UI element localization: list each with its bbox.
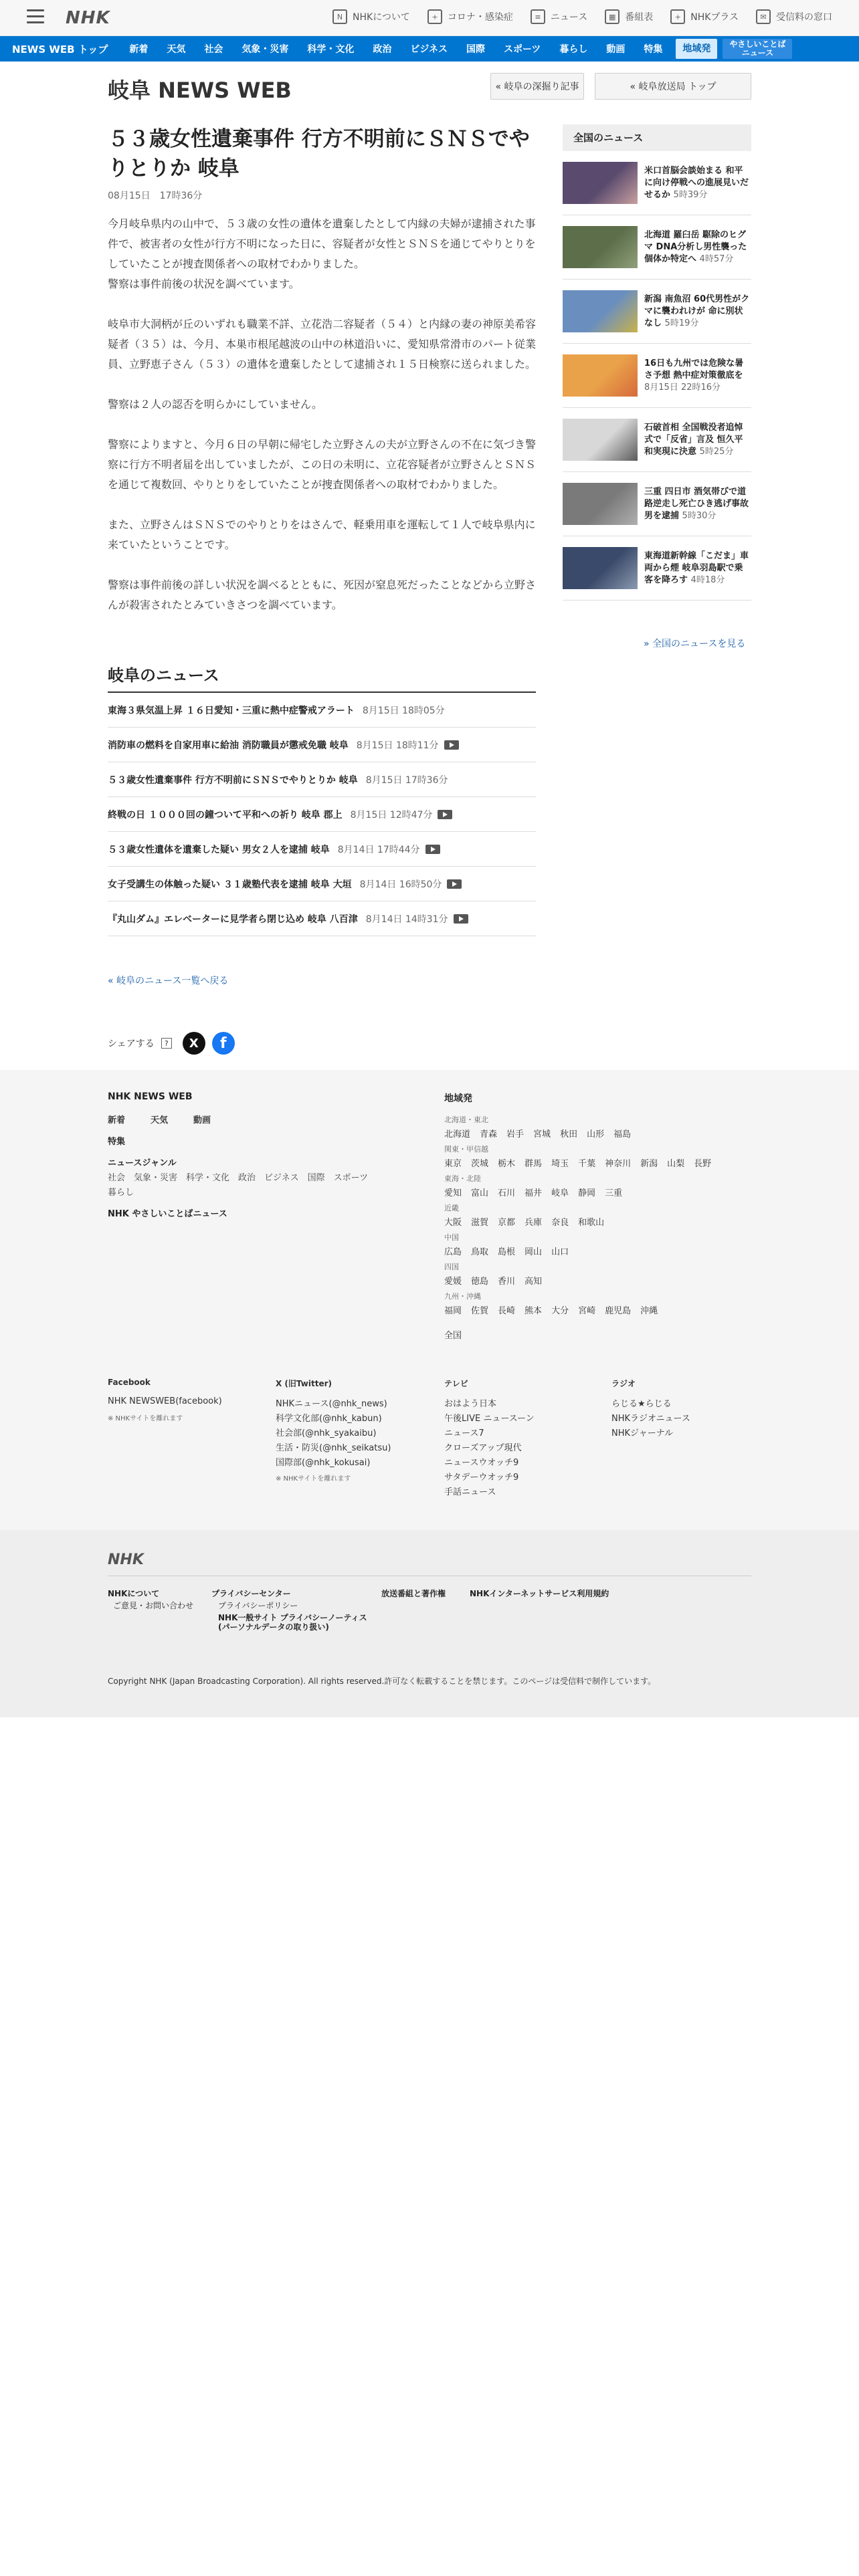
footer-x-link[interactable]: NHKニュース(@nhk_news) — [276, 1399, 387, 1409]
footer-link-new[interactable]: 新着 — [108, 1115, 126, 1125]
article-date: 08月15日 17時36分 — [108, 191, 203, 201]
region-link[interactable]: 島根 — [498, 1247, 516, 1257]
menu-icon[interactable] — [27, 9, 44, 24]
video-icon — [425, 845, 440, 854]
footer-privacy-policy-link[interactable]: プライバシーポリシー — [218, 1601, 298, 1610]
region-link[interactable]: 茨城 — [471, 1159, 489, 1169]
region-group-label: 四国 — [444, 1263, 459, 1271]
region-link[interactable]: 広島 — [444, 1247, 462, 1257]
local-news-back-link[interactable]: « 岐阜のニュース一覧へ戻る — [108, 976, 229, 986]
region-link[interactable]: 秋田 — [560, 1130, 578, 1140]
footer-tv-link[interactable]: おはよう日本 — [444, 1399, 497, 1409]
nav-item-video[interactable]: 動画 — [606, 44, 626, 55]
mail-icon: ✉ — [756, 9, 771, 24]
region-link[interactable]: 愛知 — [444, 1188, 462, 1198]
region-group-label: 九州・沖縄 — [444, 1292, 481, 1301]
region-group-label: 近畿 — [444, 1204, 459, 1212]
footer-terms-link[interactable]: NHKインターネットサービス利用規約 — [470, 1589, 609, 1598]
region-group-label: 東海・北陸 — [444, 1174, 481, 1183]
copyright: Copyright NHK (Japan Broadcasting Corporation). All rights reserved.許可なく転載することを禁じます。このページは受信料で制作しています。 — [108, 1677, 656, 1686]
list-item[interactable]: 米口首脳会談始まる 和平に向け停戦への進展見いだせるか 5時39分 — [563, 151, 751, 215]
list-item[interactable]: 16日も九州では危険な暑さ予想 熱中症対策徹底を 8月15日 22時16分 — [563, 344, 751, 408]
article-paragraph: 岐阜市大洞柄が丘のいずれも職業不詳、立花浩二容疑者（５４）と内縁の妻の神原美希容疑者（３５）は、今月、本巣市根尾越波の山中の林道沿いに、愛知県常滑市のパート従業員、立野恵子さん（５３）の遺体を遺棄したとして逮捕され１５日検察に送られました。 — [108, 318, 537, 370]
list-item[interactable]: ５３歳女性遺体を遺棄した疑い 男女２人を逮捕 岐阜 8月14日 17時44分 — [108, 832, 536, 867]
region-link-national[interactable]: 全国 — [444, 1331, 462, 1341]
footer-about-link[interactable]: NHKについて — [108, 1589, 160, 1598]
top-link-fee[interactable]: ✉ 受信料の窓口 — [756, 9, 832, 24]
region-link[interactable]: 愛媛 — [444, 1277, 462, 1287]
region-link[interactable]: 東京 — [444, 1159, 462, 1169]
region-link[interactable]: 長崎 — [498, 1306, 516, 1316]
article-title: ５３歳女性遺棄事件 行方不明前にＳＮＳでやりとりか 岐阜 — [108, 127, 530, 181]
footer-tv-link[interactable]: 午後LIVE ニュースーン — [444, 1414, 535, 1424]
video-icon — [447, 879, 462, 889]
region-link[interactable]: 徳島 — [471, 1277, 489, 1287]
footer-radio-heading: ラジオ — [611, 1379, 636, 1388]
region-link[interactable]: 香川 — [498, 1277, 516, 1287]
top-link-nhkplus[interactable]: + NHKプラス — [670, 9, 739, 24]
footer-radio-link[interactable]: NHKラジオニュース — [611, 1414, 690, 1424]
region-link[interactable]: 沖縄 — [640, 1306, 658, 1316]
region-link[interactable]: 石川 — [498, 1188, 516, 1198]
footer-x-heading: X (旧Twitter) — [276, 1379, 332, 1388]
article-paragraph: また、立野さんはＳＮＳでのやりとりをはさんで、軽乗用車を運転して１人で岐阜県内に来ていたということです。 — [108, 518, 536, 551]
region-link[interactable]: 福島 — [613, 1130, 632, 1140]
region-link[interactable]: 福岡 — [444, 1306, 462, 1316]
footer-external-note: ※ NHKサイトを離れます — [276, 1475, 351, 1483]
region-group-label: 北海道・東北 — [444, 1115, 488, 1124]
nav-item-feature[interactable]: 特集 — [644, 44, 663, 55]
nav-item-politics[interactable]: 政治 — [373, 44, 392, 55]
nav-item-international[interactable]: 国際 — [466, 44, 485, 55]
news-thumbnail — [563, 290, 638, 332]
region-link[interactable]: 青森 — [480, 1130, 498, 1140]
footer — [0, 1070, 859, 1530]
nav-item-science[interactable]: 科学・文化 — [307, 44, 355, 55]
footer-easy-news[interactable]: NHK やさしいことばニュース — [108, 1209, 227, 1219]
footer-main-links — [108, 1113, 211, 1125]
station-top-button[interactable]: « 岐阜放送局 トップ — [595, 73, 751, 100]
footer-link-weather[interactable]: 天気 — [151, 1115, 169, 1125]
top-link-schedule[interactable]: ▦ 番組表 — [605, 9, 653, 24]
region-link[interactable]: 鹿児島 — [605, 1306, 632, 1316]
region-link[interactable]: 大阪 — [444, 1218, 462, 1228]
region-link[interactable]: 静岡 — [578, 1188, 596, 1198]
region-link[interactable]: 栃木 — [498, 1159, 516, 1169]
footer-genre-heading: ニュースジャンル — [108, 1158, 177, 1168]
nav-item-new[interactable]: 新着 — [129, 44, 149, 55]
footer-x-link[interactable]: 国際部(@nhk_kokusai) — [276, 1458, 371, 1468]
play-icon: + — [670, 9, 685, 24]
news-thumbnail — [563, 226, 638, 268]
nav-brand[interactable]: NEWS WEB トップ — [12, 43, 108, 56]
grid-icon: ▦ — [605, 9, 619, 24]
list-item[interactable]: 終戦の日 １０００回の鐘ついて平和への祈り 岐阜 郡上 8月15日 12時47分 — [108, 797, 536, 832]
national-news-list — [563, 151, 751, 601]
share-bar — [108, 1032, 235, 1055]
article-paragraph: 警察によりますと、今月６日の早朝に帰宅した立野さんの夫が立野さんの不在に気づき警察に行方不明者届を出していましたが、この日の未明に、立花容疑者が立野さんとＳＮＳを通じて複数回、やりとりをしていたことが捜査関係者への取材でわかりました。 — [108, 438, 537, 491]
footer-x-link[interactable]: 社会部(@nhk_syakaibu) — [276, 1428, 377, 1438]
region-group — [444, 1245, 752, 1257]
region-link[interactable]: 山形 — [587, 1130, 605, 1140]
footer-privacy-notice-sub[interactable]: (パーソナルデータの取り扱い) — [218, 1622, 329, 1632]
region-link[interactable]: 北海道 — [444, 1130, 471, 1140]
nav-item-business[interactable]: ビジネス — [410, 44, 448, 55]
footer-region-list — [444, 1114, 752, 1341]
footer-tv-link[interactable]: ニュース7 — [444, 1428, 484, 1438]
region-link[interactable]: 熊本 — [524, 1306, 543, 1316]
top-link-corona[interactable]: + コロナ・感染症 — [427, 9, 513, 24]
footer-x-link[interactable]: 生活・防災(@nhk_seikatsu) — [276, 1443, 391, 1453]
region-link[interactable]: 埼玉 — [551, 1159, 569, 1169]
news-thumbnail — [563, 162, 638, 204]
footer-tv-link[interactable]: クローズアップ現代 — [444, 1443, 522, 1453]
region-link[interactable]: 佐賀 — [471, 1306, 489, 1316]
article-paragraph: 警察は２人の認否を明らかにしていません。 — [108, 398, 322, 411]
region-link[interactable]: 奈良 — [551, 1218, 569, 1228]
video-icon — [438, 810, 452, 819]
facebook-share-icon[interactable]: f — [212, 1032, 235, 1055]
footer-genre-life[interactable]: 暮らし — [108, 1188, 134, 1198]
article-body — [108, 214, 536, 635]
footer-link-video[interactable]: 動画 — [193, 1115, 211, 1125]
list-item[interactable]: 消防車の燃料を自家用車に給油 消防職員が懲戒免職 岐阜 8月15日 18時11分 — [108, 728, 536, 762]
top-links — [332, 9, 832, 24]
nav-item-region[interactable]: 地域発 — [676, 39, 717, 59]
news-thumbnail — [563, 547, 638, 589]
region-link[interactable]: 長野 — [694, 1159, 712, 1169]
site-title[interactable]: 岐阜 NEWS WEB — [108, 78, 292, 103]
nav-item-society[interactable]: 社会 — [204, 44, 223, 55]
top-link-news[interactable]: ≡ ニュース — [531, 9, 587, 24]
main-nav — [0, 36, 859, 62]
footer-genre-links[interactable]: 社会 気象・災害 科学・文化 政治 ビジネス 国際 スポーツ — [108, 1173, 369, 1183]
footer-facebook-link[interactable]: NHK NEWSWEB(facebook) — [108, 1396, 222, 1406]
region-group-label: 関東・甲信越 — [444, 1145, 488, 1154]
top-bar — [0, 0, 859, 36]
region-group-label: 中国 — [444, 1233, 459, 1242]
region-link[interactable]: 岩手 — [506, 1130, 524, 1140]
footer-link-feature[interactable]: 特集 — [108, 1137, 126, 1147]
share-label: シェアする — [108, 1039, 155, 1049]
news-icon: ≡ — [531, 9, 545, 24]
news-thumbnail — [563, 483, 638, 525]
region-link[interactable]: 滋賀 — [471, 1218, 489, 1228]
footer-tv-link[interactable]: サタデーウオッチ9 — [444, 1473, 519, 1483]
article-paragraph: 警察は事件前後の詳しい状況を調べるとともに、死因が窒息死だったことなどから立野さんが殺害されたとみていきさつを調べています。 — [108, 578, 537, 611]
region-link[interactable]: 京都 — [498, 1218, 516, 1228]
nav-item-weather[interactable]: 天気 — [167, 44, 186, 55]
list-item[interactable]: 『丸山ダム』エレベーターに見学者ら閉じ込め 岐阜 八百津 8月14日 14時31分 — [108, 901, 536, 936]
footer-radio-link[interactable]: NHKジャーナル — [611, 1428, 674, 1438]
footer-broadcast-link[interactable]: 放送番組と著作権 — [381, 1589, 446, 1598]
national-news-title: 全国のニュース — [563, 124, 751, 151]
news-thumbnail — [563, 354, 638, 397]
list-item[interactable]: 三重 四日市 酒気帯びで道路逆走し死亡ひき逃げ事故 男を逮捕 5時30分 — [563, 472, 751, 536]
region-group — [444, 1303, 752, 1316]
national-news-more-link[interactable]: » 全国のニュースを見る — [644, 639, 746, 649]
region-link[interactable]: 山口 — [551, 1247, 569, 1257]
help-icon[interactable]: ? — [161, 1038, 172, 1049]
region-link[interactable]: 兵庫 — [524, 1218, 543, 1228]
list-item[interactable]: 女子受講生の体触った疑い ３１歳塾代表を逮捕 岐阜 大垣 8月14日 16時50分 — [108, 867, 536, 901]
footer-external-note: ※ NHKサイトを離れます — [108, 1415, 183, 1422]
region-link[interactable]: 鳥取 — [471, 1247, 489, 1257]
nhk-icon: N — [332, 9, 347, 24]
footer-tv-heading: テレビ — [444, 1379, 468, 1388]
region-link[interactable]: 宮崎 — [578, 1306, 596, 1316]
region-group — [444, 1274, 752, 1287]
region-link[interactable]: 新潟 — [640, 1159, 658, 1169]
region-link[interactable]: 山梨 — [667, 1159, 685, 1169]
region-link[interactable]: 岐阜 — [551, 1188, 569, 1198]
footer-contact-link[interactable]: ご意見・お問い合わせ — [113, 1601, 194, 1610]
article-paragraph: 今月岐阜県内の山中で、５３歳の女性の遺体を遺棄したとして内縁の夫婦が逮捕された事件で、被害者の女性が行方不明になった日に、容疑者が女性とＳＮＳを通じてやりとりをしていたことが捜査関係者への取材でわかりました。 警察は事件前後の状況を調べています。 — [108, 217, 536, 290]
region-link[interactable]: 高知 — [524, 1277, 543, 1287]
region-group — [444, 1215, 752, 1228]
footer-newsweb-heading[interactable]: NHK NEWS WEB — [108, 1091, 193, 1102]
local-news-list — [108, 693, 536, 936]
top-link-about[interactable]: N NHKについて — [332, 9, 410, 24]
local-news-title: 岐阜のニュース — [108, 666, 219, 685]
list-item[interactable]: 北海道 羅臼岳 駆除のヒグマ DNA分析し男性襲った個体か特定へ 4時57分 — [563, 215, 751, 280]
footer-radio-link[interactable]: らじる★らじる — [611, 1399, 672, 1409]
footer-x-link[interactable]: 科学文化部(@nhk_kabun) — [276, 1414, 382, 1424]
nhk-logo[interactable]: NHK — [66, 8, 110, 28]
region-link[interactable]: 宮城 — [533, 1130, 551, 1140]
list-item[interactable]: 東海道新幹線「こだま」車両から煙 岐阜羽島駅で乗客を降ろす 4時18分 — [563, 536, 751, 601]
nav-item-life[interactable]: 暮らし — [559, 44, 588, 55]
region-link[interactable]: 三重 — [605, 1188, 623, 1198]
video-icon — [444, 740, 459, 750]
region-link[interactable]: 群馬 — [524, 1159, 543, 1169]
region-group — [444, 1156, 752, 1169]
nav-item-easy-news[interactable]: やさしいことば ニュース — [723, 39, 792, 59]
region-link[interactable]: 神奈川 — [605, 1159, 632, 1169]
footer-privacy-center-link[interactable]: プライバシーセンター — [211, 1589, 291, 1598]
footer-facebook-heading: Facebook — [108, 1378, 151, 1387]
region-group — [444, 1186, 752, 1198]
region-group — [444, 1127, 752, 1140]
x-share-icon[interactable]: X — [183, 1032, 205, 1055]
footer-nhk-logo[interactable]: NHK — [108, 1551, 144, 1568]
footer-privacy-notice-link[interactable]: NHK一般サイト プライバシーノーティス — [218, 1613, 367, 1622]
region-link[interactable]: 千葉 — [578, 1159, 596, 1169]
region-link[interactable]: 岡山 — [524, 1247, 543, 1257]
region-link[interactable]: 和歌山 — [578, 1218, 605, 1228]
list-item[interactable]: 東海３県気温上昇 １６日愛知・三重に熱中症警戒アラート 8月15日 18時05分 — [108, 693, 536, 728]
region-link[interactable]: 大分 — [551, 1306, 569, 1316]
plus-icon: + — [427, 9, 442, 24]
footer-tv-link[interactable]: ニュースウオッチ9 — [444, 1458, 519, 1468]
list-item[interactable]: 石破首相 全国戦没者追悼式で「反省」言及 恒久平和実現に決意 5時25分 — [563, 408, 751, 472]
list-item[interactable]: 新潟 南魚沼 60代男性がクマに襲われけが 命に別状なし 5時19分 — [563, 280, 751, 344]
footer-tv-link[interactable]: 手話ニュース — [444, 1487, 496, 1497]
region-link[interactable]: 福井 — [524, 1188, 543, 1198]
nav-item-sports[interactable]: スポーツ — [503, 44, 541, 55]
news-thumbnail — [563, 419, 638, 461]
region-link[interactable]: 富山 — [471, 1188, 489, 1198]
video-icon — [454, 914, 468, 924]
deep-dive-button[interactable]: « 岐阜の深掘り記事 — [490, 73, 584, 100]
list-item[interactable]: ５３歳女性遺棄事件 行方不明前にＳＮＳでやりとりか 岐阜 8月15日 17時36分 — [108, 762, 536, 797]
nav-item-disaster[interactable]: 気象・災害 — [242, 44, 289, 55]
footer-region-heading: 地域発 — [444, 1093, 472, 1104]
